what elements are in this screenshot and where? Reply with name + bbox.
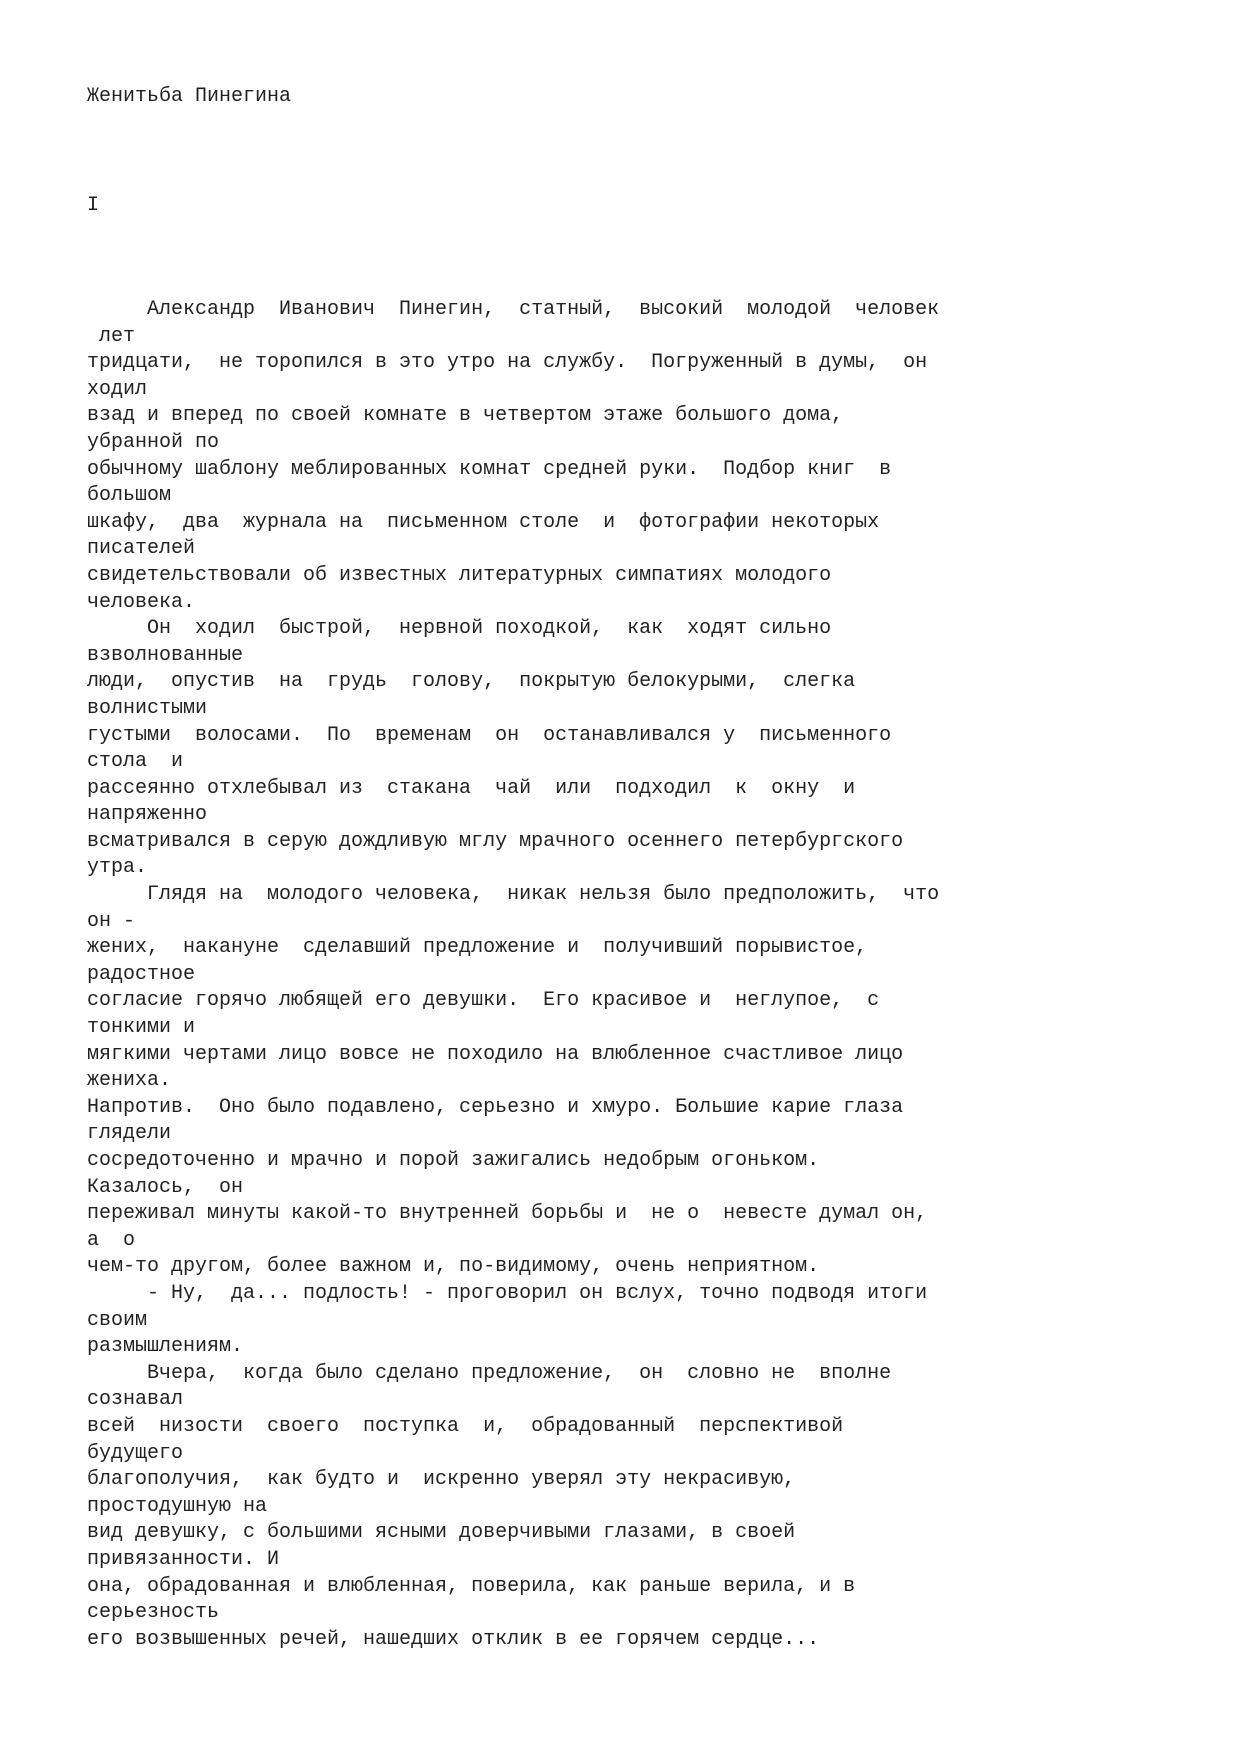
text-line: рассеянно отхлебывал из стакана чай или подходил к окну и: [87, 776, 856, 800]
text-line: а о: [87, 1228, 136, 1252]
text-line: убранной по: [87, 430, 220, 454]
text-line: жених, накануне сделавший предложение и получивший порывистое,: [87, 936, 868, 960]
chapter-heading: I: [87, 194, 100, 217]
text-line: взволнованные: [87, 643, 244, 667]
text-line: Вчера, когда было сделано предложение, он словно не вполне: [87, 1361, 892, 1385]
text-line: человека.: [87, 590, 196, 614]
text-line: согласие горячо любящей его девушки. Его красивое и неглупое, с: [87, 989, 880, 1013]
text-line: шкафу, два журнала на письменном столе и фотографии некоторых: [87, 510, 880, 534]
text-line: большом: [87, 484, 172, 508]
text-line: привязанности. И: [87, 1547, 280, 1571]
text-line: ходил: [87, 377, 148, 401]
text-line: - Ну, да... подлость! - проговорил он вслух, точно подводя итоги: [87, 1281, 928, 1305]
text-line: его возвышенных речей, нашедших отклик в ее горячем сердце...: [87, 1627, 820, 1651]
text-line: взад и вперед по своей комнате в четвертом этаже большого дома,: [87, 404, 844, 428]
text-line: переживал минуты какой-то внутренней борьбы и не о невесте думал он,: [87, 1202, 928, 1226]
text-line: Напротив. Оно было подавлено, серьезно и хмуро. Большие карие глаза: [87, 1095, 904, 1119]
text-line: лет: [87, 324, 136, 348]
text-line: люди, опустив на грудь голову, покрытую белокурыми, слегка: [87, 670, 856, 694]
text-line: Глядя на молодого человека, никак нельзя было предположить, что: [87, 883, 940, 907]
text-line: она, обрадованная и влюбленная, поверила, как раньше верила, и в: [87, 1574, 856, 1598]
document-title: Женитьба Пинегина: [87, 85, 292, 108]
text-line: тонкими и: [87, 1016, 196, 1040]
text-line: серьезность: [87, 1601, 220, 1625]
text-line: тридцати, не торопился в это утро на службу. Погруженный в думы, он: [87, 351, 928, 375]
text-line: напряженно: [87, 803, 208, 827]
text-line: чем-то другом, более важном и, по-видимому, очень неприятном.: [87, 1255, 820, 1279]
text-line: он -: [87, 909, 136, 933]
text-line: обычному шаблону меблированных комнат средней руки. Подбор книг в: [87, 457, 892, 481]
text-line: всматривался в серую дождливую мглу мрачного осеннего петербургского: [87, 829, 904, 853]
text-line: будущего: [87, 1441, 184, 1465]
text-line: Александр Иванович Пинегин, статный, высокий молодой человек: [87, 298, 940, 321]
text-line: размышлениям.: [87, 1335, 244, 1359]
text-line: глядели: [87, 1122, 172, 1146]
text-line: Казалось, он: [87, 1175, 244, 1199]
text-line: волнистыми: [87, 696, 208, 720]
text-line: простодушную на: [87, 1494, 268, 1518]
text-line: своим: [87, 1308, 148, 1332]
text-line: мягкими чертами лицо вовсе не походило на влюбленное счастливое лицо: [87, 1042, 904, 1066]
text-line: жениха.: [87, 1069, 172, 1093]
text-line: густыми волосами. По временам он останавливался у письменного: [87, 723, 892, 747]
text-line: вид девушку, с большими ясными доверчивыми глазами, в своей: [87, 1521, 796, 1545]
body-text: [87, 297, 1207, 1653]
text-line: Он ходил быстрой, нервной походкой, как ходят сильно: [87, 617, 832, 641]
text-line: утра.: [87, 856, 148, 880]
text-line: радостное: [87, 962, 196, 986]
text-line: стола и: [87, 750, 184, 774]
text-line: сосредоточенно и мрачно и порой зажигались недобрым огоньком.: [87, 1149, 820, 1172]
text-line: свидетельствовали об известных литературных симпатиях молодого: [87, 563, 832, 587]
text-line: благополучия, как будто и искренно уверял эту некрасивую,: [87, 1468, 796, 1492]
text-line: всей низости своего поступка и, обрадованный перспективой: [87, 1414, 844, 1438]
text-line: писателей: [87, 537, 196, 561]
text-line: сознавал: [87, 1388, 184, 1412]
